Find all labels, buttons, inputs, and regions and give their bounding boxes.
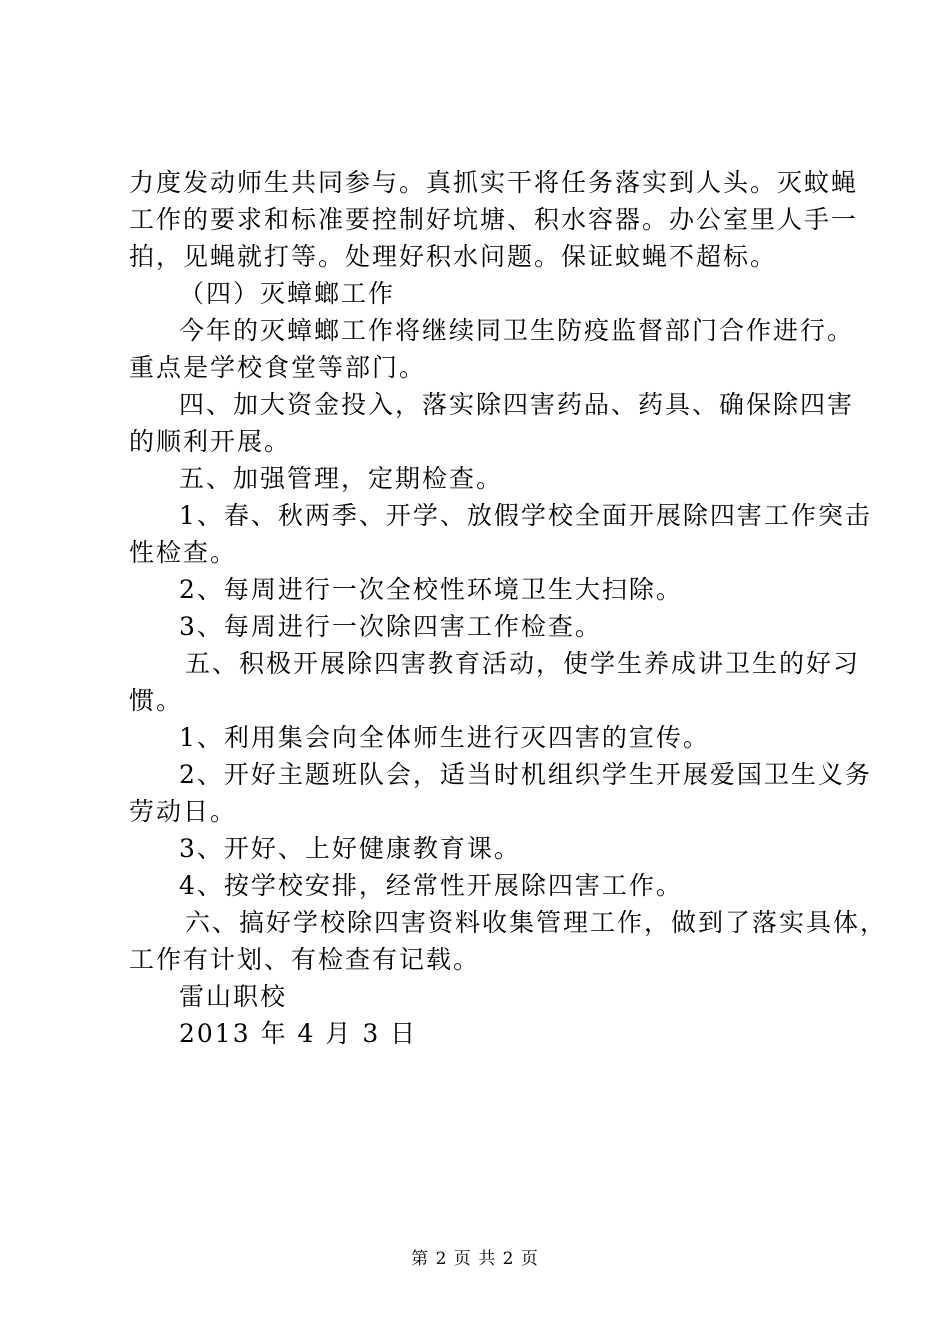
list-item: 4、按学校安排，经常性开展除四害工作。 xyxy=(179,871,683,900)
section-heading: 五、加强管理，定期检查。 xyxy=(179,464,504,493)
list-item: 1、利用集会向全体师生进行灭四害的宣传。 xyxy=(179,723,710,752)
body-line: 劳动日。 xyxy=(129,797,238,826)
body-line: 今年的灭蟑螂工作将继续同卫生防疫监督部门合作进行。 xyxy=(179,316,855,345)
body-line: 性检查。 xyxy=(129,538,238,567)
section-heading: 四、加大资金投入，落实除四害药品、药具、确保除四害 xyxy=(179,390,855,419)
body-line: 力度发动师生共同参与。真抓实干将任务落实到人头。灭蚊蝇 xyxy=(129,168,859,197)
list-item: 3、每周进行一次除四害工作检查。 xyxy=(179,612,602,641)
signature-org: 雷山职校 xyxy=(179,982,288,1011)
page-number-footer: 第 2 页 共 2 页 xyxy=(411,1249,539,1269)
section-heading: 六、搞好学校除四害资料收集管理工作，做到了落实具体， xyxy=(185,908,888,937)
section-heading: 五、积极开展除四害教育活动，使学生养成讲卫生的好习 xyxy=(185,649,861,678)
list-item: 2、开好主题班队会，适当时机组织学生开展爱国卫生义务 xyxy=(179,760,872,789)
body-line: 重点是学校食堂等部门。 xyxy=(129,353,427,382)
body-line: 的顺利开展。 xyxy=(129,427,292,456)
body-line: 工作有计划、有检查有记载。 xyxy=(129,945,481,974)
body-line: 惯。 xyxy=(129,686,184,715)
signature-date: 2013 年 4 月 3 日 xyxy=(179,1019,418,1048)
list-item: 3、开好、上好健康教育课。 xyxy=(179,834,521,863)
document-body xyxy=(129,164,888,1052)
section-heading: （四）灭蟑螂工作 xyxy=(179,279,396,308)
list-item: 2、每周进行一次全校性环境卫生大扫除。 xyxy=(179,575,683,604)
body-line: 拍，见蝇就打等。处理好积水问题。保证蚊蝇不超标。 xyxy=(129,242,778,271)
body-line: 工作的要求和标准要控制好坑塘、积水容器。办公室里人手一 xyxy=(129,205,859,234)
list-item: 1、春、秋两季、开学、放假学校全面开展除四害工作突击 xyxy=(179,501,872,530)
